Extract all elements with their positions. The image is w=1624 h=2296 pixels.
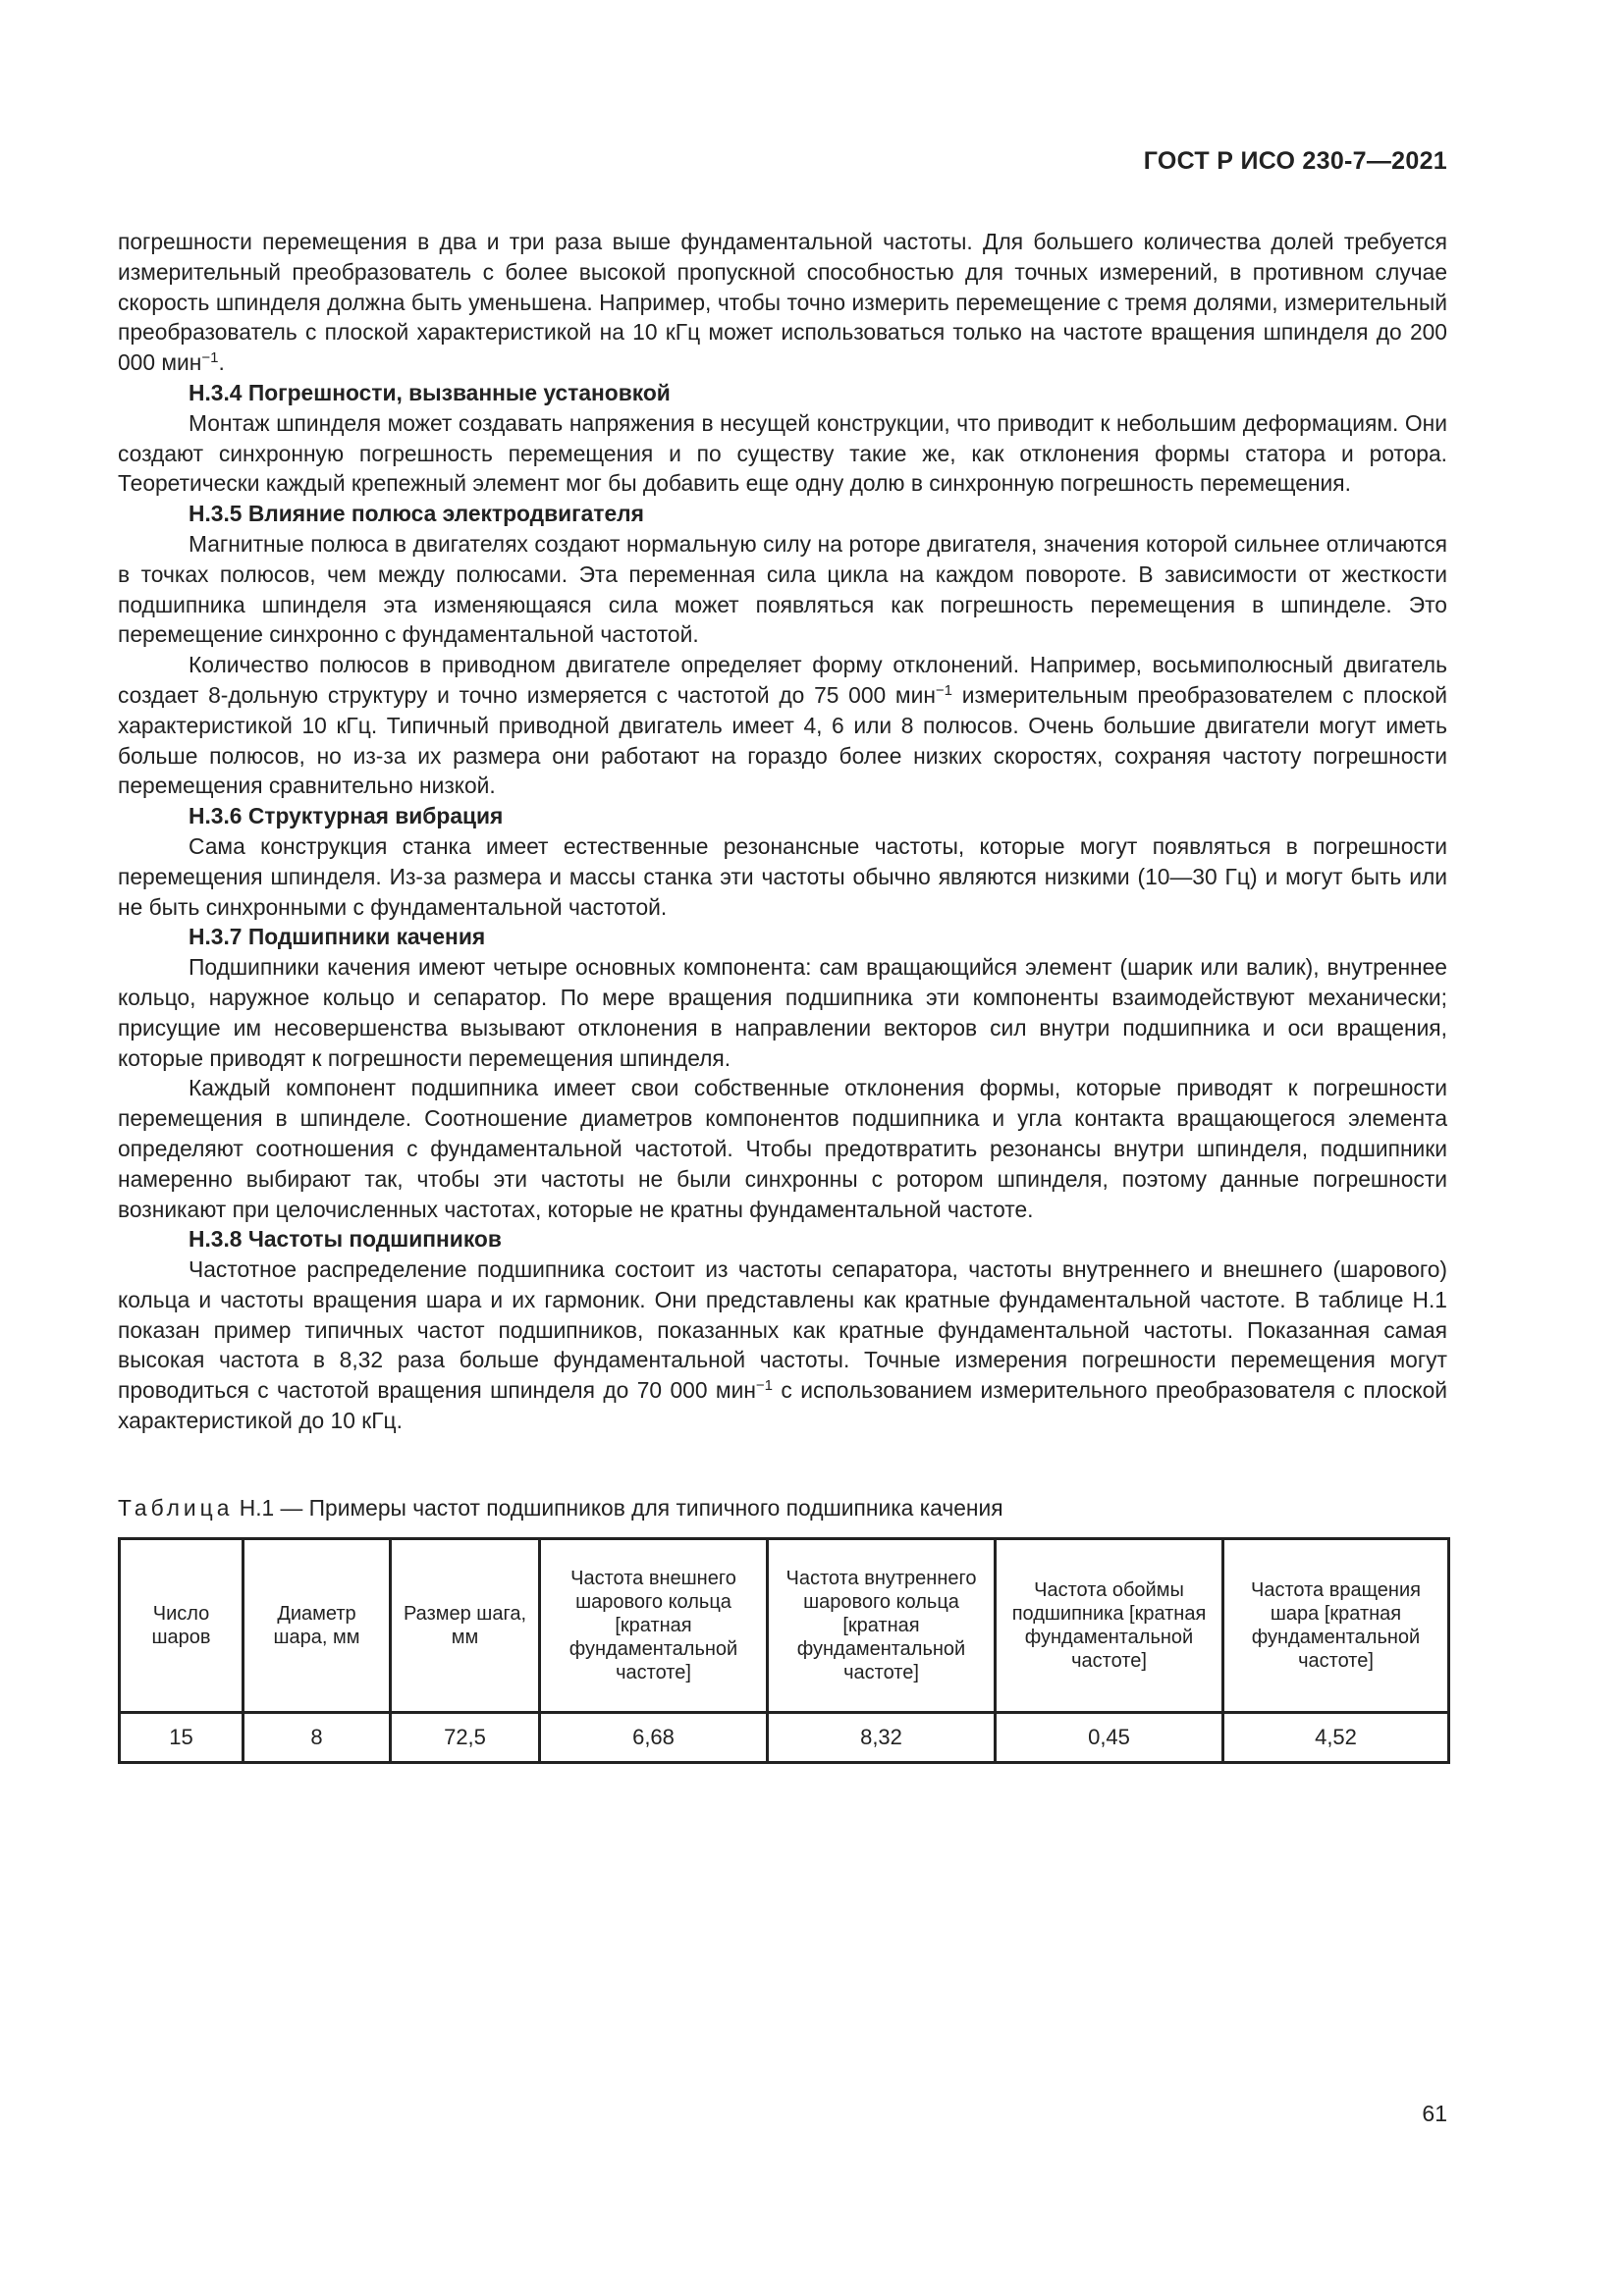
table-caption xyxy=(118,1493,1003,1522)
table-cell: 8,32 xyxy=(768,1713,996,1763)
paragraph-h-3-5-a: Магнитные полюса в двигателях создают нормальную силу на роторе двигателя, значения которой сильнее отличаются в точках полюсов, чем между полюсами. Эта переменная сила цикла на каждом повороте. В зависимости от жесткости подшипника шпинделя эта изменяющаяся сила может появляться как погрешность перемещения в шпинделе. Это перемещение синхронно с фундаментальной частотой. xyxy=(118,530,1447,648)
table-cell: 8 xyxy=(244,1713,391,1763)
superscript: −1 xyxy=(201,349,219,367)
section-heading-h-3-7: Н.3.7 Подшипники качения xyxy=(189,924,486,950)
header-cell-inner-race-frequency: Частота внутреннего шарового кольца [кратная фундаментальной частоте] xyxy=(768,1539,996,1713)
section-heading-h-3-5: Н.3.5 Влияние полюса электродвигателя xyxy=(189,501,644,527)
superscript: −1 xyxy=(755,1377,774,1395)
paragraph-h-3-6: Сама конструкция станка имеет естественные резонансные частоты, которые могут появляться в погрешности перемещения шпинделя. Из-за размера и массы станка эти частоты обычно являются низкими (10—30 Гц) и могут быть или не быть синхронными с фундаментальной частотой. xyxy=(118,832,1447,920)
section-heading-h-3-4: Н.3.4 Погрешности, вызванные установкой xyxy=(189,379,671,405)
header-cell-pitch-size: Размер шага, мм xyxy=(391,1539,540,1713)
paragraph-h-3-4: Монтаж шпинделя может создавать напряжения в несущей конструкции, что приводит к небольшим деформациям. Они создают синхронную погрешность перемещения и по существу такие же, как отклонения формы статора и ротора. Теоретически каждый крепежный элемент мог бы добавить еще одну долю в синхронную погрешность перемещения. xyxy=(118,409,1447,497)
bearing-frequencies-table xyxy=(118,1537,1450,1764)
table-cell: 72,5 xyxy=(391,1713,540,1763)
page-number: 61 xyxy=(1422,2101,1447,2126)
table-caption-word: Таблица xyxy=(118,1495,234,1521)
paragraph-text: Количество полюсов в приводном двигателе определяет форму отклонений. Например, восьмиполюсный двигатель создает 8-дольную структуру и точно измеряется с частотой до 75 000 мин xyxy=(118,652,1447,708)
paragraph-text: . xyxy=(218,349,225,376)
header-cell-ball-count: Число шаров xyxy=(120,1539,244,1713)
paragraph-h-3-5-b xyxy=(118,650,1447,801)
paragraph-h-3-7-b: Каждый компонент подшипника имеет свои собственные отклонения формы, которые приводят к погрешности перемещения в шпинделе. Соотношение диаметров компонентов подшипника и угла контакта вращающегося элемента определяют соотношения с фундаментальной частотой. Чтобы предотвратить резонансы внутри шпинделя, подшипники намеренно выбирают так, чтобы эти частоты не были синхронны с ротором шпинделя, поэтому данные погрешности возникают при целочисленных частотах, которые не кратны фундаментальной частоте. xyxy=(118,1075,1447,1222)
paragraph-text: Частотное распределение подшипника состоит из частоты сепаратора, частоты внутреннего и внешнего (шарового) кольца и частоты вращения шара и их гармоник. Они представлены как кратные фундаментальной частоте. В таблице Н.1 показан пример типичных частот подшипников, показанных как кратные фундаментальной частоты. Показанная самая высокая частота в 8,32 раза больше фундаментальной частоты. Точные измерения погрешности перемещения могут проводиться с частотой вращения шпинделя до 70 000 мин xyxy=(118,1256,1447,1404)
paragraph-text: погрешности перемещения в два и три раза выше фундаментальной частоты. Для большего количества долей требуется измерительный преобразователь с более высокой пропускной способностью для точных измерений, в противном случае скорость шпинделя должна быть уменьшена. Например, чтобы точно измерить перемещение с тремя долями, измерительный преобразователь с плоской характеристикой на 10 кГц может использоваться только на частоте вращения шпинделя до 200 000 мин xyxy=(118,229,1447,376)
header-cell-ball-diameter: Диаметр шара, мм xyxy=(244,1539,391,1713)
table-row xyxy=(120,1713,1449,1763)
paragraph-h-3-8 xyxy=(118,1255,1447,1436)
table-cell: 6,68 xyxy=(540,1713,768,1763)
paragraph-intro xyxy=(118,227,1447,378)
document-designation: ГОСТ Р ИСО 230-7—2021 xyxy=(1143,147,1447,175)
paragraph-text: измерительным преобразователем с плоской характеристикой 10 кГц. Типичный приводной двигатель имеет 4, 6 или 8 полюсов. Очень большие двигатели могут иметь больше полюсов, но из-за их размера они работают на гораздо более низких скоростях, сохраняя частоту погрешности перемещения сравнительно низкой. xyxy=(118,681,1447,799)
superscript: −1 xyxy=(935,681,953,699)
table-header-row xyxy=(120,1539,1449,1713)
paragraph-text: с использованием измерительного преобразователя с плоской характеристикой до 10 кГц. xyxy=(118,1377,1447,1434)
table-cell: 0,45 xyxy=(996,1713,1223,1763)
section-heading-h-3-8: Н.3.8 Частоты подшипников xyxy=(189,1226,502,1253)
paragraph-h-3-7-a: Подшипники качения имеют четыре основных компонента: сам вращающийся элемент (шарик или валик), внутреннее кольцо, наружное кольцо и сепаратор. По мере вращения подшипника эти компоненты взаимодействуют механически; присущие им несовершенства вызывают отклонения в направлении векторов сил внутри подшипника и оси вращения, которые приводят к погрешности перемещения шпинделя. xyxy=(118,954,1447,1071)
header-cell-ball-spin-frequency: Частота вращения шара [кратная фундаментальной частоте] xyxy=(1223,1539,1449,1713)
header-cell-outer-race-frequency: Частота внешнего шарового кольца [кратная фундаментальной частоте] xyxy=(540,1539,768,1713)
table-cell: 15 xyxy=(120,1713,244,1763)
body-text xyxy=(118,227,1447,1436)
table-cell: 4,52 xyxy=(1223,1713,1449,1763)
table-caption-title: Н.1 — Примеры частот подшипников для типичного подшипника качения xyxy=(233,1495,1003,1521)
section-heading-h-3-6: Н.3.6 Структурная вибрация xyxy=(189,803,504,829)
header-cell-cage-frequency: Частота обоймы подшипника [кратная фундаментальной частоте] xyxy=(996,1539,1223,1713)
